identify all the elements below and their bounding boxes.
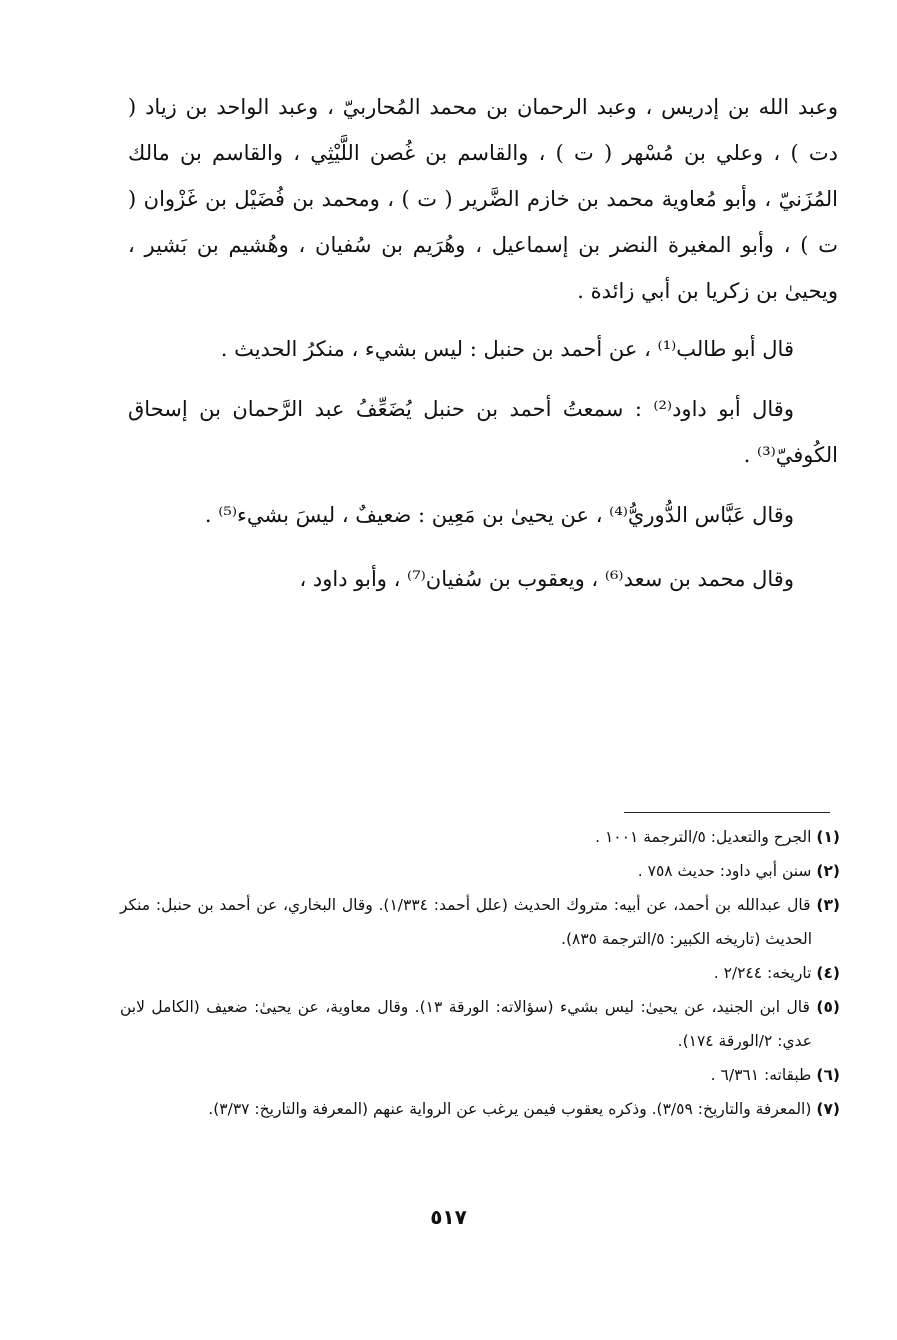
page-number: ٥١٧ bbox=[430, 1205, 467, 1229]
footnote-text: الجرح والتعديل: ٥/الترجمة ١٠٠١ . bbox=[595, 828, 812, 846]
main-text bbox=[128, 84, 838, 602]
footnote-number: (٧) bbox=[816, 1100, 840, 1118]
footnote-separator bbox=[624, 812, 830, 813]
footnote-text: سنن أبي داود: حديث ٧٥٨ . bbox=[637, 862, 812, 880]
footnote-number: (١) bbox=[816, 828, 840, 846]
paragraph-abbas-duri: وقال عَبَّاس الدُّوريُّ⁽⁴⁾ ، عن يحيىٰ بن مَعِين : ضعيفٌ ، ليسَ بشيء⁽⁵⁾ . bbox=[204, 503, 794, 527]
paragraph-ibn-saad: وقال محمد بن سعد⁽⁶⁾ ، ويعقوب بن سُفيان⁽⁷⁾ ، وأبو داود ، bbox=[299, 567, 794, 591]
footnote-text: قال عبدالله بن أحمد، عن أبيه: متروك الحديث (علل أحمد: ١/٣٣٤). وقال البخاري، عن أحمد بن حنبل: منكر الحديث (تاريخه الكبير: ٥/الترجمة ٨٣٥). bbox=[120, 896, 812, 948]
footnote bbox=[120, 990, 840, 1058]
paragraph-abu-dawud: وقال أبو داود⁽²⁾ : سمعتُ أحمد بن حنبل يُضَعِّفُ عبد الرَّحمان بن إسحاق الكُوفيّ⁽³⁾ . bbox=[128, 397, 838, 467]
footnote-number: (٦) bbox=[816, 1066, 840, 1084]
footnote bbox=[120, 1092, 840, 1126]
footnote-text: طبقاته: ٦/٣٦١ . bbox=[710, 1066, 812, 1084]
paragraph-abu-talib: قال أبو طالب⁽¹⁾ ، عن أحمد بن حنبل : ليس بشيء ، منكرُ الحديث . bbox=[220, 337, 794, 361]
footnote bbox=[120, 956, 840, 990]
footnote bbox=[120, 1058, 840, 1092]
footnote-number: (٥) bbox=[816, 998, 841, 1016]
footnote-number: (٢) bbox=[816, 862, 840, 880]
footnote-number: (٤) bbox=[816, 964, 840, 982]
footnote-text: تاريخه: ٢/٢٤٤ . bbox=[713, 964, 812, 982]
footnote-number: (٣) bbox=[816, 896, 840, 914]
footnote bbox=[120, 854, 840, 888]
footnote-text: قال ابن الجنيد، عن يحيىٰ: ليس بشيء (سؤالاته: الورقة ١٣). وقال معاوية، عن يحيىٰ: ضعيف (الكامل لابن عدي: ٢/الورقة ١٧٤). bbox=[120, 998, 812, 1050]
footnotes bbox=[120, 820, 840, 1126]
footnote-text: (المعرفة والتاريخ: ٣/٥٩). وذكره يعقوب فيمن يرغب عن الرواية عنهم (المعرفة والتاريخ: ٣/٣٧). bbox=[208, 1100, 812, 1118]
footnote bbox=[120, 888, 840, 956]
footnote bbox=[120, 820, 840, 854]
paragraph-narrators-list: وعبد الله بن إدريس ، وعبد الرحمان بن محمد المُحاربيّ ، وعبد الواحد بن زياد ( دت ) ، وعلي بن مُسْهر ( ت ) ، والقاسم بن غُصن اللَّيْثِي ، والقاسم بن مالك المُزَنيّ ، وأبو مُعاوية محمد بن خازم الضَّرير ( ت ) ، ومحمد بن فُضَيْل بن غَزْوان ( ت ) ، وأبو المغيرة النضر بن إسماعيل ، وهُرَيم بن سُفيان ، وهُشيم بن بَشير ، ويحيىٰ بن زكريا بن أبي زائدة . bbox=[128, 95, 838, 303]
